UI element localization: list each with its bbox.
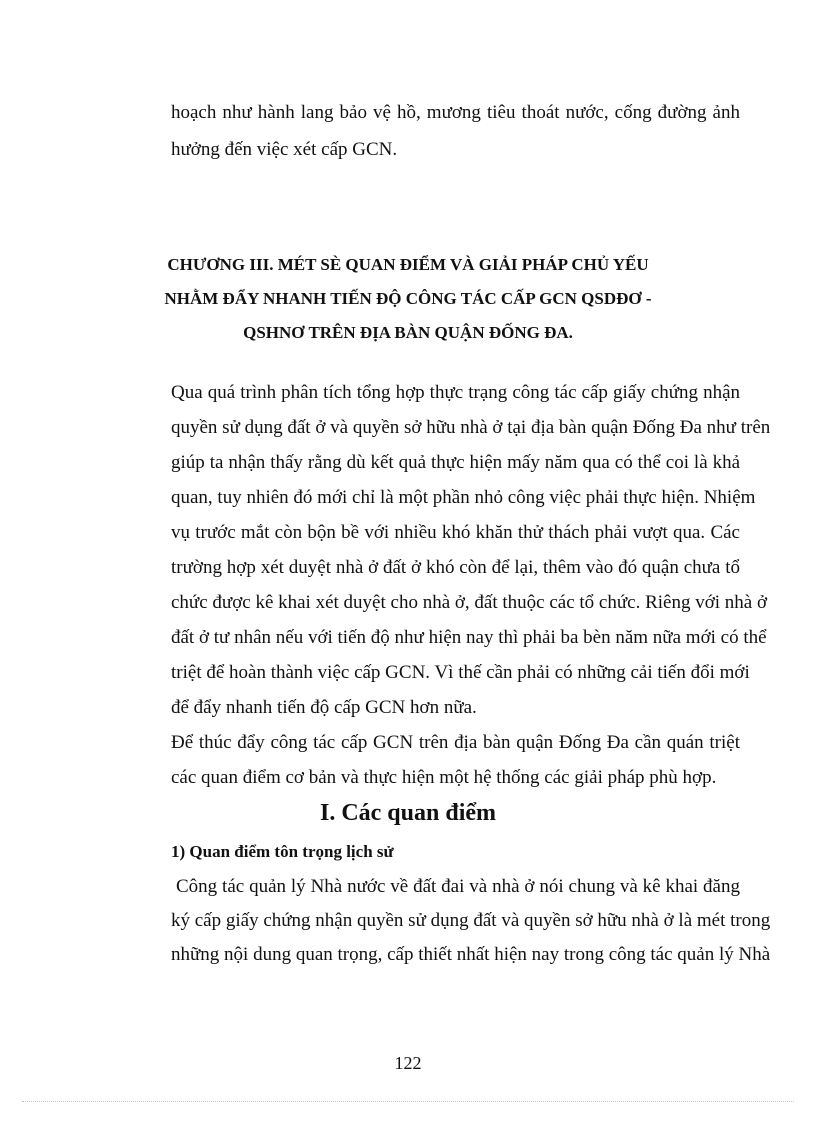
- paragraph1-line-9: triệt để hoàn thành việc cấp GCN. Vì thế cần phải có những cải tiến đổi mới: [171, 662, 750, 683]
- paragraph1-line-7: chức được kê khai xét duyệt cho nhà ở, đất thuộc các tổ chức. Riêng với nhà ở: [171, 592, 768, 613]
- chapter-title-line-1: CHƯƠNG III. MÉT SÈ QUAN ĐIỂM VÀ GIẢI PHÁP CHỦ YẾU: [167, 255, 649, 274]
- paragraph3-line-1: Công tác quản lý Nhà nước về đất đai và nhà ở nói chung và kê khai đăng: [176, 876, 740, 897]
- paragraph1-line-1: Qua quá trình phân tích tổng hợp thực trạng công tác cấp giấy chứng nhận: [171, 382, 740, 403]
- page-bottom-divider: [22, 1101, 794, 1102]
- paragraph1-line-3: giúp ta nhận thấy rằng dù kết quả thực hiện mấy năm qua có thể coi là khả: [171, 452, 740, 473]
- paragraph3-line-3: những nội dung quan trọng, cấp thiết nhất hiện nay trong công tác quản lý Nhà: [171, 944, 771, 965]
- chapter-title-line-3: QSHNƠ TRÊN ĐỊA BÀN QUẬN ĐỐNG ĐA.: [243, 323, 573, 342]
- continuation-line-1: hoạch như hành lang bảo vệ hồ, mương tiêu thoát nước, cống đường ảnh: [171, 102, 740, 123]
- chapter-title-line-2: NHẰM ĐẨY NHANH TIẾN ĐỘ CÔNG TÁC CẤP GCN QSDĐƠ -: [164, 289, 652, 308]
- paragraph2-line-2: các quan điểm cơ bản và thực hiện một hệ thống các giải pháp phù hợp.: [171, 767, 717, 788]
- paragraph1-line-5: vụ trước mắt còn bộn bề với nhiều khó khăn thử thách phải vượt qua. Các: [171, 522, 740, 543]
- section-title: I. Các quan điểm: [319, 800, 497, 826]
- paragraph2-line-1: Để thúc đẩy công tác cấp GCN trên địa bàn quận Đống Đa cần quán triệt: [171, 732, 740, 753]
- paragraph1-line-6: trường hợp xét duyệt nhà ở đất ở khó còn để lại, thêm vào đó quận chưa tổ: [171, 557, 740, 578]
- paragraph1-line-2: quyền sử dụng đất ở và quyền sở hữu nhà ở tại địa bàn quận Đống Đa như trên: [171, 417, 771, 438]
- page-number: 122: [394, 1053, 422, 1073]
- paragraph3-line-2: ký cấp giấy chứng nhận quyền sử dụng đất và quyền sở hữu nhà ở là mét trong: [171, 910, 771, 931]
- subsection-title: 1) Quan điểm tôn trọng lịch sử: [171, 842, 394, 861]
- paragraph1-line-10: để đẩy nhanh tiến độ cấp GCN hơn nữa.: [171, 697, 477, 718]
- paragraph1-line-4: quan, tuy nhiên đó mới chỉ là một phần nhỏ công việc phải thực hiện. Nhiệm: [171, 487, 756, 508]
- paragraph1-line-8: đất ở tư nhân nếu với tiến độ như hiện nay thì phải ba bèn năm nữa mới có thể: [171, 627, 767, 648]
- continuation-line-2: hưởng đến việc xét cấp GCN.: [171, 139, 398, 160]
